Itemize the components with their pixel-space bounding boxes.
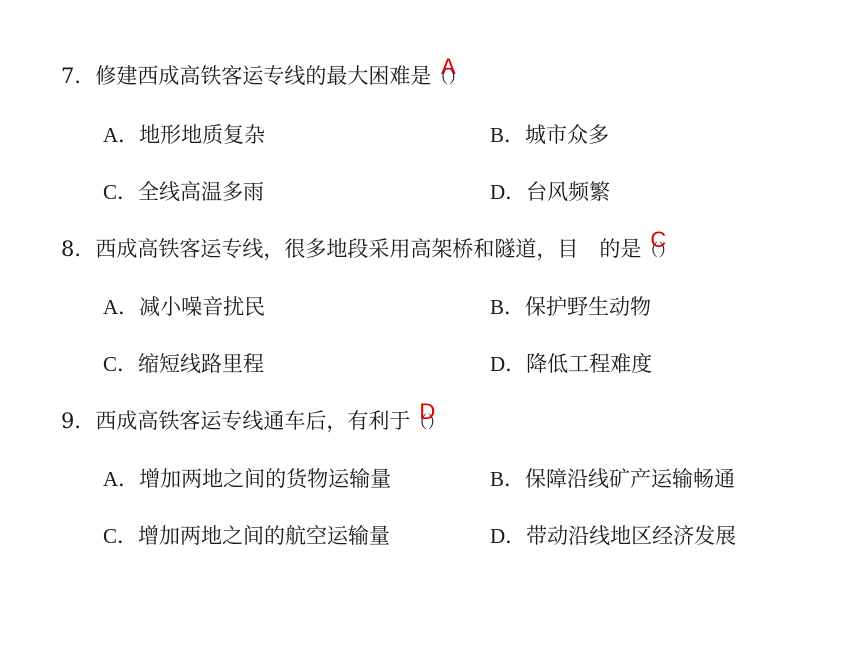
question-number: 9 xyxy=(61,409,75,433)
option-9-d: D．带动沿线地区经济发展 xyxy=(490,524,737,548)
option-8-b: B．保护野生动物 xyxy=(490,295,652,319)
question-stem: 西成高铁客运专线通车后，有利于 xyxy=(95,409,411,433)
option-9-b: B．保障沿线矿产运输畅通 xyxy=(490,467,736,491)
option-7-a: A．地形地质复杂 xyxy=(103,123,266,147)
question-8: 8．西成高铁客运专线，很多地段采用高架桥和隧道，目 的是（） C xyxy=(61,227,676,261)
option-7-b: B．城市众多 xyxy=(490,123,610,147)
question-7: 7．修建西成高铁客运专线的最大困难是（） A xyxy=(61,54,466,88)
option-8-d: D．降低工程难度 xyxy=(490,352,653,376)
answer-mark: D xyxy=(419,399,436,424)
answer-mark: A xyxy=(441,54,456,79)
option-8-c: C．缩短线路里程 xyxy=(103,352,265,376)
question-number: 8 xyxy=(61,237,75,261)
answer-mark: C xyxy=(650,227,667,252)
answer-blank: （） A xyxy=(431,54,466,88)
question-9: 9．西成高铁客运专线通车后，有利于（） D xyxy=(61,399,445,433)
option-7-c: C．全线高温多雨 xyxy=(103,180,265,204)
question-stem: 修建西成高铁客运专线的最大困难是 xyxy=(95,64,432,88)
option-7-d: D．台风频繁 xyxy=(490,180,611,204)
question-stem: 西成高铁客运专线，很多地段采用高架桥和隧道，目 的是 xyxy=(95,237,642,261)
answer-blank: （） D xyxy=(410,399,445,433)
question-number: 7 xyxy=(61,64,75,88)
option-8-a: A．减小噪音扰民 xyxy=(103,295,266,319)
option-9-c: C．增加两地之间的航空运输量 xyxy=(103,524,391,548)
answer-blank: （） C xyxy=(641,227,676,261)
option-9-a: A．增加两地之间的货物运输量 xyxy=(103,467,392,491)
